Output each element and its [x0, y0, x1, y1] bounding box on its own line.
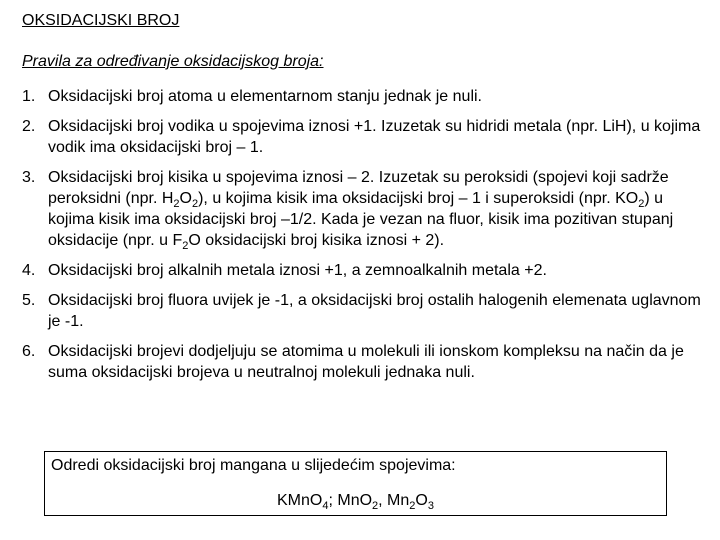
rule-text: Oksidacijski brojevi dodjeljuju se atomima u molekuli ili ionskom kompleksu na način da je suma oksidacijski brojeva u neutralnoj molekuli jednaka nuli. [48, 343, 684, 381]
rule-number: 6. [22, 343, 36, 360]
task-compounds [45, 492, 666, 513]
rule-3 [22, 167, 712, 251]
subscript: 3 [427, 500, 434, 513]
rules-subtitle: Pravila za određivanje oksidacijskog broja: [22, 53, 324, 70]
rule-text-part: Oksidacijski broj kisika u spojevima iznosi – 2. Izuzetak su peroksidi (spojevi koji sadrže peroksidni (npr. H [48, 169, 669, 207]
compound-text: O [415, 492, 428, 509]
rule-2 [22, 116, 712, 158]
compound-text: ; MnO [328, 492, 373, 509]
subscript: 2 [409, 500, 416, 513]
rule-number: 4. [22, 262, 36, 279]
subscript: 2 [372, 500, 379, 513]
task-question: Odredi oksidacijski broj mangana u slijedećim spojevima: [51, 457, 456, 474]
rule-4 [22, 260, 712, 281]
rule-text-part: O oksidacijski broj kisika iznosi + 2). [188, 232, 445, 249]
rule-number: 3. [22, 169, 36, 186]
compound-text: KMnO [277, 492, 323, 509]
rule-number: 5. [22, 292, 36, 309]
rule-6 [22, 341, 712, 383]
rule-1 [22, 86, 712, 107]
compound-text: , Mn [378, 492, 410, 509]
rule-text-part: ) u kojima kisik ima oksidacijski broj –1/2. Kada je vezan na fluor, kisik ima pozitivan stupanj oksidacije (npr. u F [48, 190, 674, 249]
subscript: 2 [182, 240, 189, 253]
rule-number: 2. [22, 118, 36, 135]
rule-number: 1. [22, 88, 36, 105]
subscript: 4 [322, 500, 329, 513]
subscript: 2 [191, 198, 199, 211]
rule-text-part: O [179, 190, 192, 207]
subscript: 2 [638, 198, 645, 211]
rule-text [48, 169, 674, 253]
page-title: OKSIDACIJSKI BROJ [22, 12, 180, 29]
rule-text: Oksidacijski broj atoma u elementarnom stanju jednak je nuli. [48, 88, 482, 105]
rule-text: Oksidacijski broj vodika u spojevima iznosi +1. Izuzetak su hidridi metala (npr. LiH), u kojima vodik ima oksidacijski broj – 1. [48, 118, 701, 156]
rule-text-part: ), u kojima kisik ima oksidacijski broj – 1 i superoksidi (npr. KO [198, 190, 639, 207]
task-box [44, 451, 667, 516]
rule-text: Oksidacijski broj alkalnih metala iznosi +1, a zemnoalkalnih metala +2. [48, 262, 547, 279]
subscript: 2 [173, 198, 180, 211]
rule-5 [22, 290, 712, 332]
rule-text: Oksidacijski broj fluora uvijek je -1, a oksidacijski broj ostalih halogenih elemenata uglavnom je -1. [48, 292, 701, 330]
rules-list [22, 86, 712, 392]
